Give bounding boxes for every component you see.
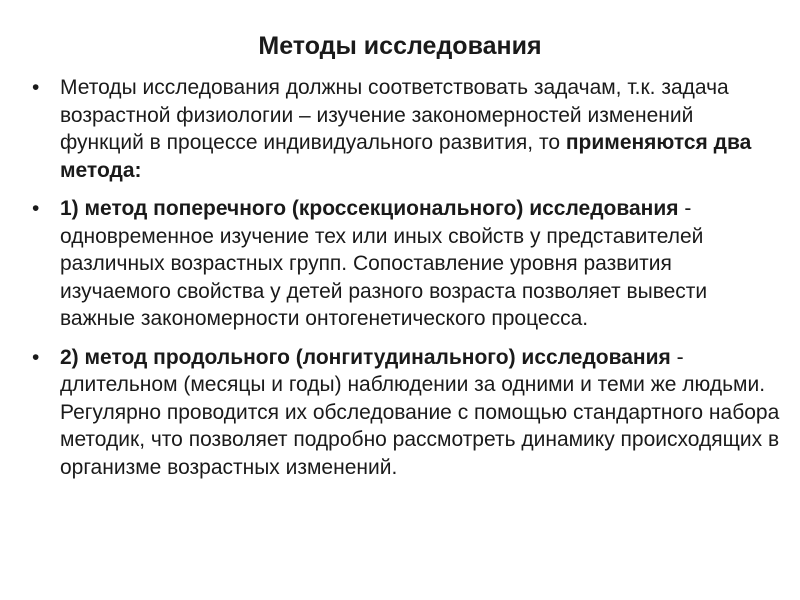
bullet-bold-text: 1) метод поперечного (кроссекционального) исследования xyxy=(60,197,679,220)
bullet-dot-icon: • xyxy=(32,345,40,369)
bullet-dot-icon: • xyxy=(32,197,40,220)
bullet-item-intro xyxy=(30,74,780,184)
slide-title: Методы исследования xyxy=(258,32,542,60)
bullet-text-tail: - одновременное изучение тех или иных свойств у представителей различных возрастных групп. Сопоставление уровня развития изучаемого свойства у детей разного возраста позволяет вывести важные закономерности онтогенетического процесса. xyxy=(60,197,708,330)
bullet-text-tail: - длительном (месяцы и годы) наблюдении за одними и теми же людьми. Регулярно проводится их обследование с помощью стандартного набора методик, что позволяет подробно рассмотреть динамику происходящих в организме возрастных изменений. xyxy=(60,345,780,479)
bullet-item-longitudinal xyxy=(30,344,780,482)
bullet-bold-text: 2) метод продольного (лонгитудинального) исследования xyxy=(60,345,671,369)
bullet-bold-text: применяются два метода: xyxy=(60,131,752,182)
bullet-text: Методы исследования должны соответствовать задачам, т.к. задача возрастной физиологии – изучение закономерностей изменений функций в процессе индивидуального развития, то xyxy=(60,76,729,154)
bullet-dot-icon: • xyxy=(32,76,40,99)
bullet-item-cross-sectional xyxy=(30,195,780,333)
bullet-list xyxy=(30,74,780,492)
